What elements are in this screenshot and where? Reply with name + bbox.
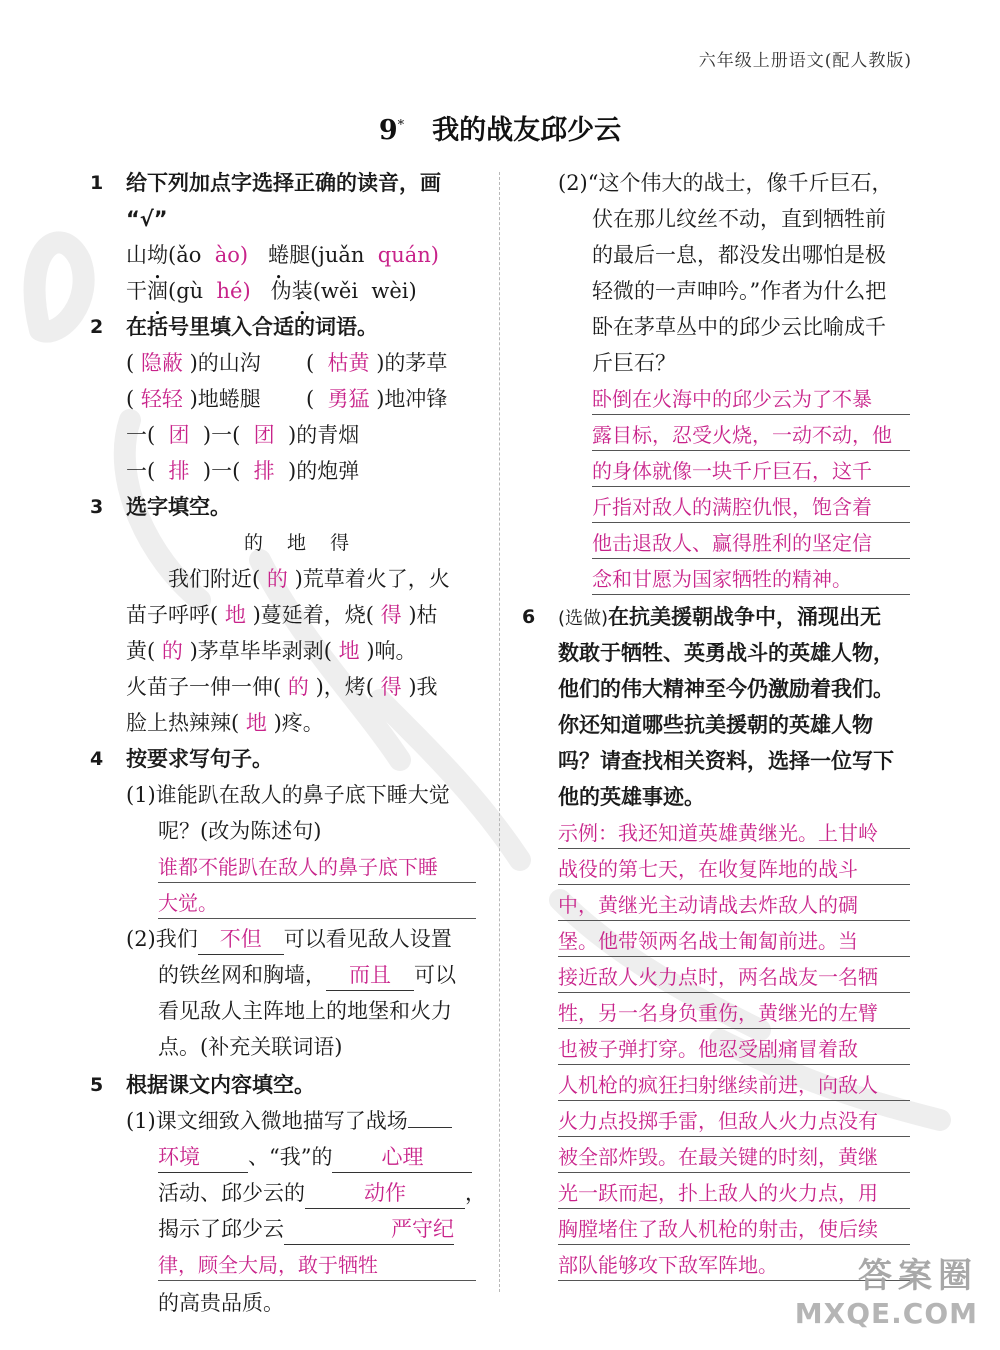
answer-line: 胸膛堵住了敌人机枪的射击，使后续 <box>558 1214 910 1245</box>
sub-question: (1)谁能趴在敌人的鼻子底下睡大觉 <box>126 783 450 807</box>
question-prompt: 你还知道哪些抗美援朝的英雄人物 <box>558 713 873 737</box>
sub-question: (1)课文细致入微地描写了战场 <box>126 1106 452 1136</box>
answer-blank: 心理 <box>332 1142 472 1173</box>
sub-question: 揭示了邱少云 严守纪 <box>158 1214 454 1245</box>
pinyin-row: 干涸(gù hé) 伪装(wěi wèi) <box>126 279 417 303</box>
answer-line: 堡。他带领两名战士匍匐前进。当 <box>558 926 910 957</box>
answer-line: 他击退敌人、赢得胜利的坚定信 <box>592 528 910 559</box>
answer-line: 的身体就像一块千斤巨石，这千 <box>592 456 910 487</box>
site-logo: 答案圈 MXQE.COM <box>794 1256 978 1330</box>
choice-answer: ào) <box>214 243 249 267</box>
question-number: 5 <box>90 1074 104 1096</box>
lesson-title: 9* 我的战友邱少云 <box>378 115 622 146</box>
passage-line: 苗子呼呼( 地 )蔓延着，烧( 得 )枯 <box>126 603 438 627</box>
fill-row: ( 枯黄 )的茅草 <box>306 351 448 375</box>
question-number: 2 <box>90 316 104 338</box>
sub-question: (2)我们 不但 可以看见敌人设置 <box>126 924 452 955</box>
answer-line: 卧倒在火海中的邱少云为了不暴 <box>592 384 910 415</box>
sub-question: 的铁丝网和胸墙， 而且 可以 <box>158 960 456 991</box>
page-header: 六年级上册语文(配人教版) <box>698 51 912 71</box>
sub-question: 点。(补充关联词语) <box>158 1035 343 1059</box>
answer-line: 火力点投掷手雷，但敌人火力点没有 <box>558 1106 910 1137</box>
fill-row: 一( 排 )一( 排 )的炮弹 <box>126 459 360 483</box>
sub-question: 斤巨石？ <box>592 351 676 375</box>
answer-line: 中，黄继光主动请战去炸敌人的碉 <box>558 890 910 921</box>
passage-line: 黄( 的 )茅草毕毕剥剥( 地 )响。 <box>126 639 417 663</box>
answer-line: 露目标，忍受火烧，一动不动，他 <box>592 420 910 451</box>
question-number: 3 <box>90 496 104 518</box>
answer-line: 牲，另一名身负重伤，黄继光的左臂 <box>558 998 910 1029</box>
sub-question: 卧在茅草丛中的邱少云比喻成千 <box>592 315 886 339</box>
answer-line: 谁都不能趴在敌人的鼻子底下睡 <box>158 852 476 883</box>
answer-line: 部队能够攻下敌军阵地。 <box>558 1250 910 1281</box>
question-prompt: 吗？请查找相关资料，选择一位写下 <box>558 749 894 773</box>
answer-line: 战役的第七天，在收复阵地的战斗 <box>558 854 910 885</box>
answer-blank: 严守纪 <box>284 1214 454 1245</box>
sub-question: (2)“这个伟大的战士，像千斤巨石， <box>558 171 893 195</box>
word-options: 的 地 得 <box>244 532 350 554</box>
answer-blank: 而且 <box>326 960 414 991</box>
fill-row: ( 勇猛 )地冲锋 <box>306 387 448 411</box>
answer-line: 光一跃而起，扑上敌人的火力点，用 <box>558 1178 910 1209</box>
pinyin-row: 山坳(ǎo ào) 蜷腿(juǎn quán) <box>126 243 439 267</box>
question-number: 6 <box>522 606 536 628</box>
passage-line: 脸上热辣辣( 地 )疼。 <box>126 711 324 735</box>
sub-question: 呢？(改为陈述句) <box>158 819 322 843</box>
question-prompt: 他们的伟大精神至今仍激励着我们。 <box>558 677 894 701</box>
answer-line: 示例：我还知道英雄黄继光。上甘岭 <box>558 818 910 849</box>
answer-line: 律，顾全大局，敢于牺牲 <box>158 1250 476 1281</box>
question-prompt: (选做)在抗美援朝战争中，涌现出无 <box>558 605 882 629</box>
passage-line: 火苗子一伸一伸( 的 )，烤( 得 )我 <box>126 675 438 699</box>
sub-question: 的最后一息，都没发出哪怕是极 <box>592 243 886 267</box>
sub-question: 活动、邱少云的 动作 ， <box>158 1178 486 1209</box>
passage-line: 我们附近( 的 )荒草着火了，火 <box>168 567 450 591</box>
answer-line: 念和甘愿为国家牺牲的精神。 <box>592 564 910 595</box>
choice-answer: quán) <box>377 243 439 267</box>
choice-answer: hé) <box>216 279 251 303</box>
sub-question: 轻微的一声呻吟。”作者为什么把 <box>592 279 887 303</box>
question-prompt: “√” <box>126 207 168 231</box>
answer-line: 斤指对敌人的满腔仇恨，饱含着 <box>592 492 910 523</box>
question-prompt: 按要求写句子。 <box>126 747 273 771</box>
answer-line: 大觉。 <box>158 888 476 919</box>
answer-line: 接近敌人火力点时，两名战友一名牺 <box>558 962 910 993</box>
answer-line: 被全部炸毁。在最关键的时刻，黄继 <box>558 1142 910 1173</box>
fill-row: ( 轻轻 )地蜷腿 <box>126 387 261 411</box>
answer-line: 也被子弹打穿。他忍受剧痛冒着敌 <box>558 1034 910 1065</box>
sub-question: 环境 、“我”的 心理 <box>158 1142 472 1173</box>
answer-blank: 环境 <box>158 1142 248 1173</box>
fill-row: 一( 团 )一( 团 )的青烟 <box>126 423 360 447</box>
question-prompt: 在括号里填入合适的词语。 <box>126 315 378 339</box>
question-prompt: 根据课文内容填空。 <box>126 1073 315 1097</box>
question-number: 4 <box>90 748 104 770</box>
lesson-number: 9* <box>378 115 405 146</box>
answer-blank: 不但 <box>198 924 284 955</box>
sub-question: 看见敌人主阵地上的地堡和火力 <box>158 999 452 1023</box>
question-prompt: 给下列加点字选择正确的读音，画 <box>126 171 441 195</box>
question-prompt: 数敢于牺牲、英勇战斗的英雄人物， <box>558 641 894 665</box>
sub-question: 伏在那儿纹丝不动，直到牺牲前 <box>592 207 886 231</box>
answer-line: 人机枪的疯狂扫射继续前进，向敌人 <box>558 1070 910 1101</box>
column-divider <box>499 172 500 1292</box>
question-prompt: 选字填空。 <box>126 495 231 519</box>
answer-blank: 动作 <box>305 1178 465 1209</box>
fill-row: ( 隐蔽 )的山沟 <box>126 351 261 375</box>
sub-question: 的高贵品质。 <box>158 1291 284 1315</box>
question-prompt: 他的英雄事迹。 <box>558 785 705 809</box>
question-number: 1 <box>90 172 104 194</box>
